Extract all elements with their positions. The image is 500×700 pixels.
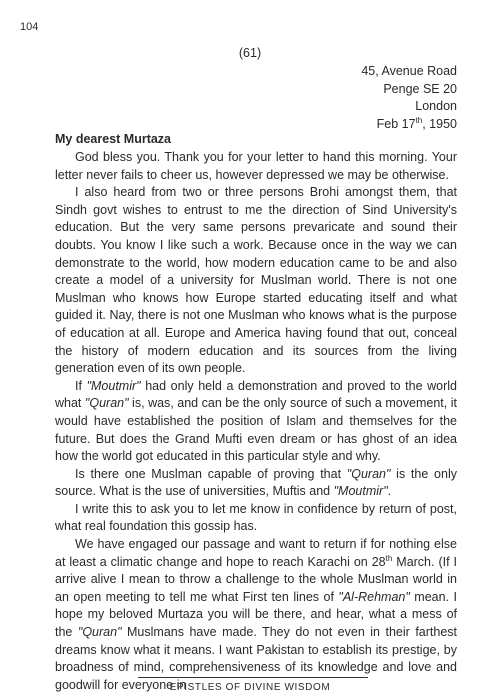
footer-divider [138, 677, 368, 678]
paragraph-6-text: mean. I hope my beloved Murtaza you will be there, and hear, what a mess of the [55, 589, 457, 640]
paragraph-6-emphasis: "Al-Rehman" [338, 589, 410, 604]
paragraph-4-text: . [387, 484, 392, 499]
paragraph-6-text: Muslmans have made. They do not even in their farthest dreams know what it means. I want Pakistan to establish its prestige, by broadness of mind, comprehensiveness of its knowledge and love and goodwill for everyone in [55, 625, 458, 692]
paragraph-3-text: had only held a demonstration and proved to the world what [55, 378, 458, 411]
paragraph-4-text: is the only source. What is the use of universities, Muftis and [55, 466, 457, 499]
address-city: London [415, 99, 457, 113]
book-title-footer: EPISTLES OF DIVINE WISDOM [169, 682, 331, 693]
paragraph-4-text: Is there one Muslman capable of proving that [75, 466, 347, 481]
salutation: My dearest Murtaza [55, 132, 172, 146]
paragraph-3-text: If [75, 378, 87, 393]
paragraph-4 [55, 466, 457, 501]
paragraph-6-ordinal: th [385, 553, 393, 563]
date-day: Feb 17 [376, 116, 416, 131]
paragraph-3-emphasis: "Moutmir" [86, 378, 141, 393]
page-number: 104 [20, 21, 39, 33]
address-area: Penge SE 20 [383, 81, 457, 96]
letter-date [361, 116, 457, 134]
paragraph-6-text: March. (If I arrive alive I mean to throw a challenge to the whole Muslman world in an open meeting to tell me what First ten lines of [55, 554, 457, 604]
date-year: , 1950 [422, 116, 457, 131]
sender-address [361, 63, 457, 133]
paragraph-3-emphasis: "Quran" [84, 396, 129, 411]
letter-body [55, 149, 457, 694]
paragraph-4-emphasis: "Moutmir" [333, 484, 388, 499]
paragraph-1: God bless you. Thank you for your letter to hand this morning. Your letter never fails to cheer us, however depressed we may be otherwise. [55, 150, 457, 182]
paragraph-6-text: We have engaged our passage and want to return if for nothing else at least a climatic change and hope to reach Karachi on 28 [55, 537, 457, 569]
date-ordinal: th [415, 115, 423, 125]
address-street: 45, Avenue Road [361, 64, 457, 78]
letter-number: (61) [238, 46, 262, 60]
paragraph-3-text: is, was, and can be the only source of such a movement, it would have established the position of Islam and themselves for the future. But does the Grand Mufti even dream or has ghost of an idea how the world got educated in this particular style and why. [55, 396, 457, 464]
paragraph-4-emphasis: "Quran" [346, 466, 391, 481]
paragraph-5: I write this to ask you to let me know in confidence by return of post, what real foundation this gossip has. [55, 501, 457, 534]
paragraph-3 [55, 378, 457, 466]
paragraph-6 [55, 536, 457, 694]
paragraph-2: I also heard from two or three persons Brohi amongst them, that Sindh govt wishes to entrust to me the direction of Sind University's education. But the very same persons prevaricate and sound their doubts. You know I like such a work. Because once in the way we can demonstrate to the world, how modern education came to be and also create a model of a university for Muslman world. There is not one Muslman who knows how Europe started educating itself and what guided it. Nay, there is not one Muslman who knows what is the purpose of education at all. Europe and America having found that out, conceal the history of modern education and its sources from the living generation even of its own people. [55, 185, 457, 376]
paragraph-6-emphasis: "Quran" [77, 625, 122, 640]
